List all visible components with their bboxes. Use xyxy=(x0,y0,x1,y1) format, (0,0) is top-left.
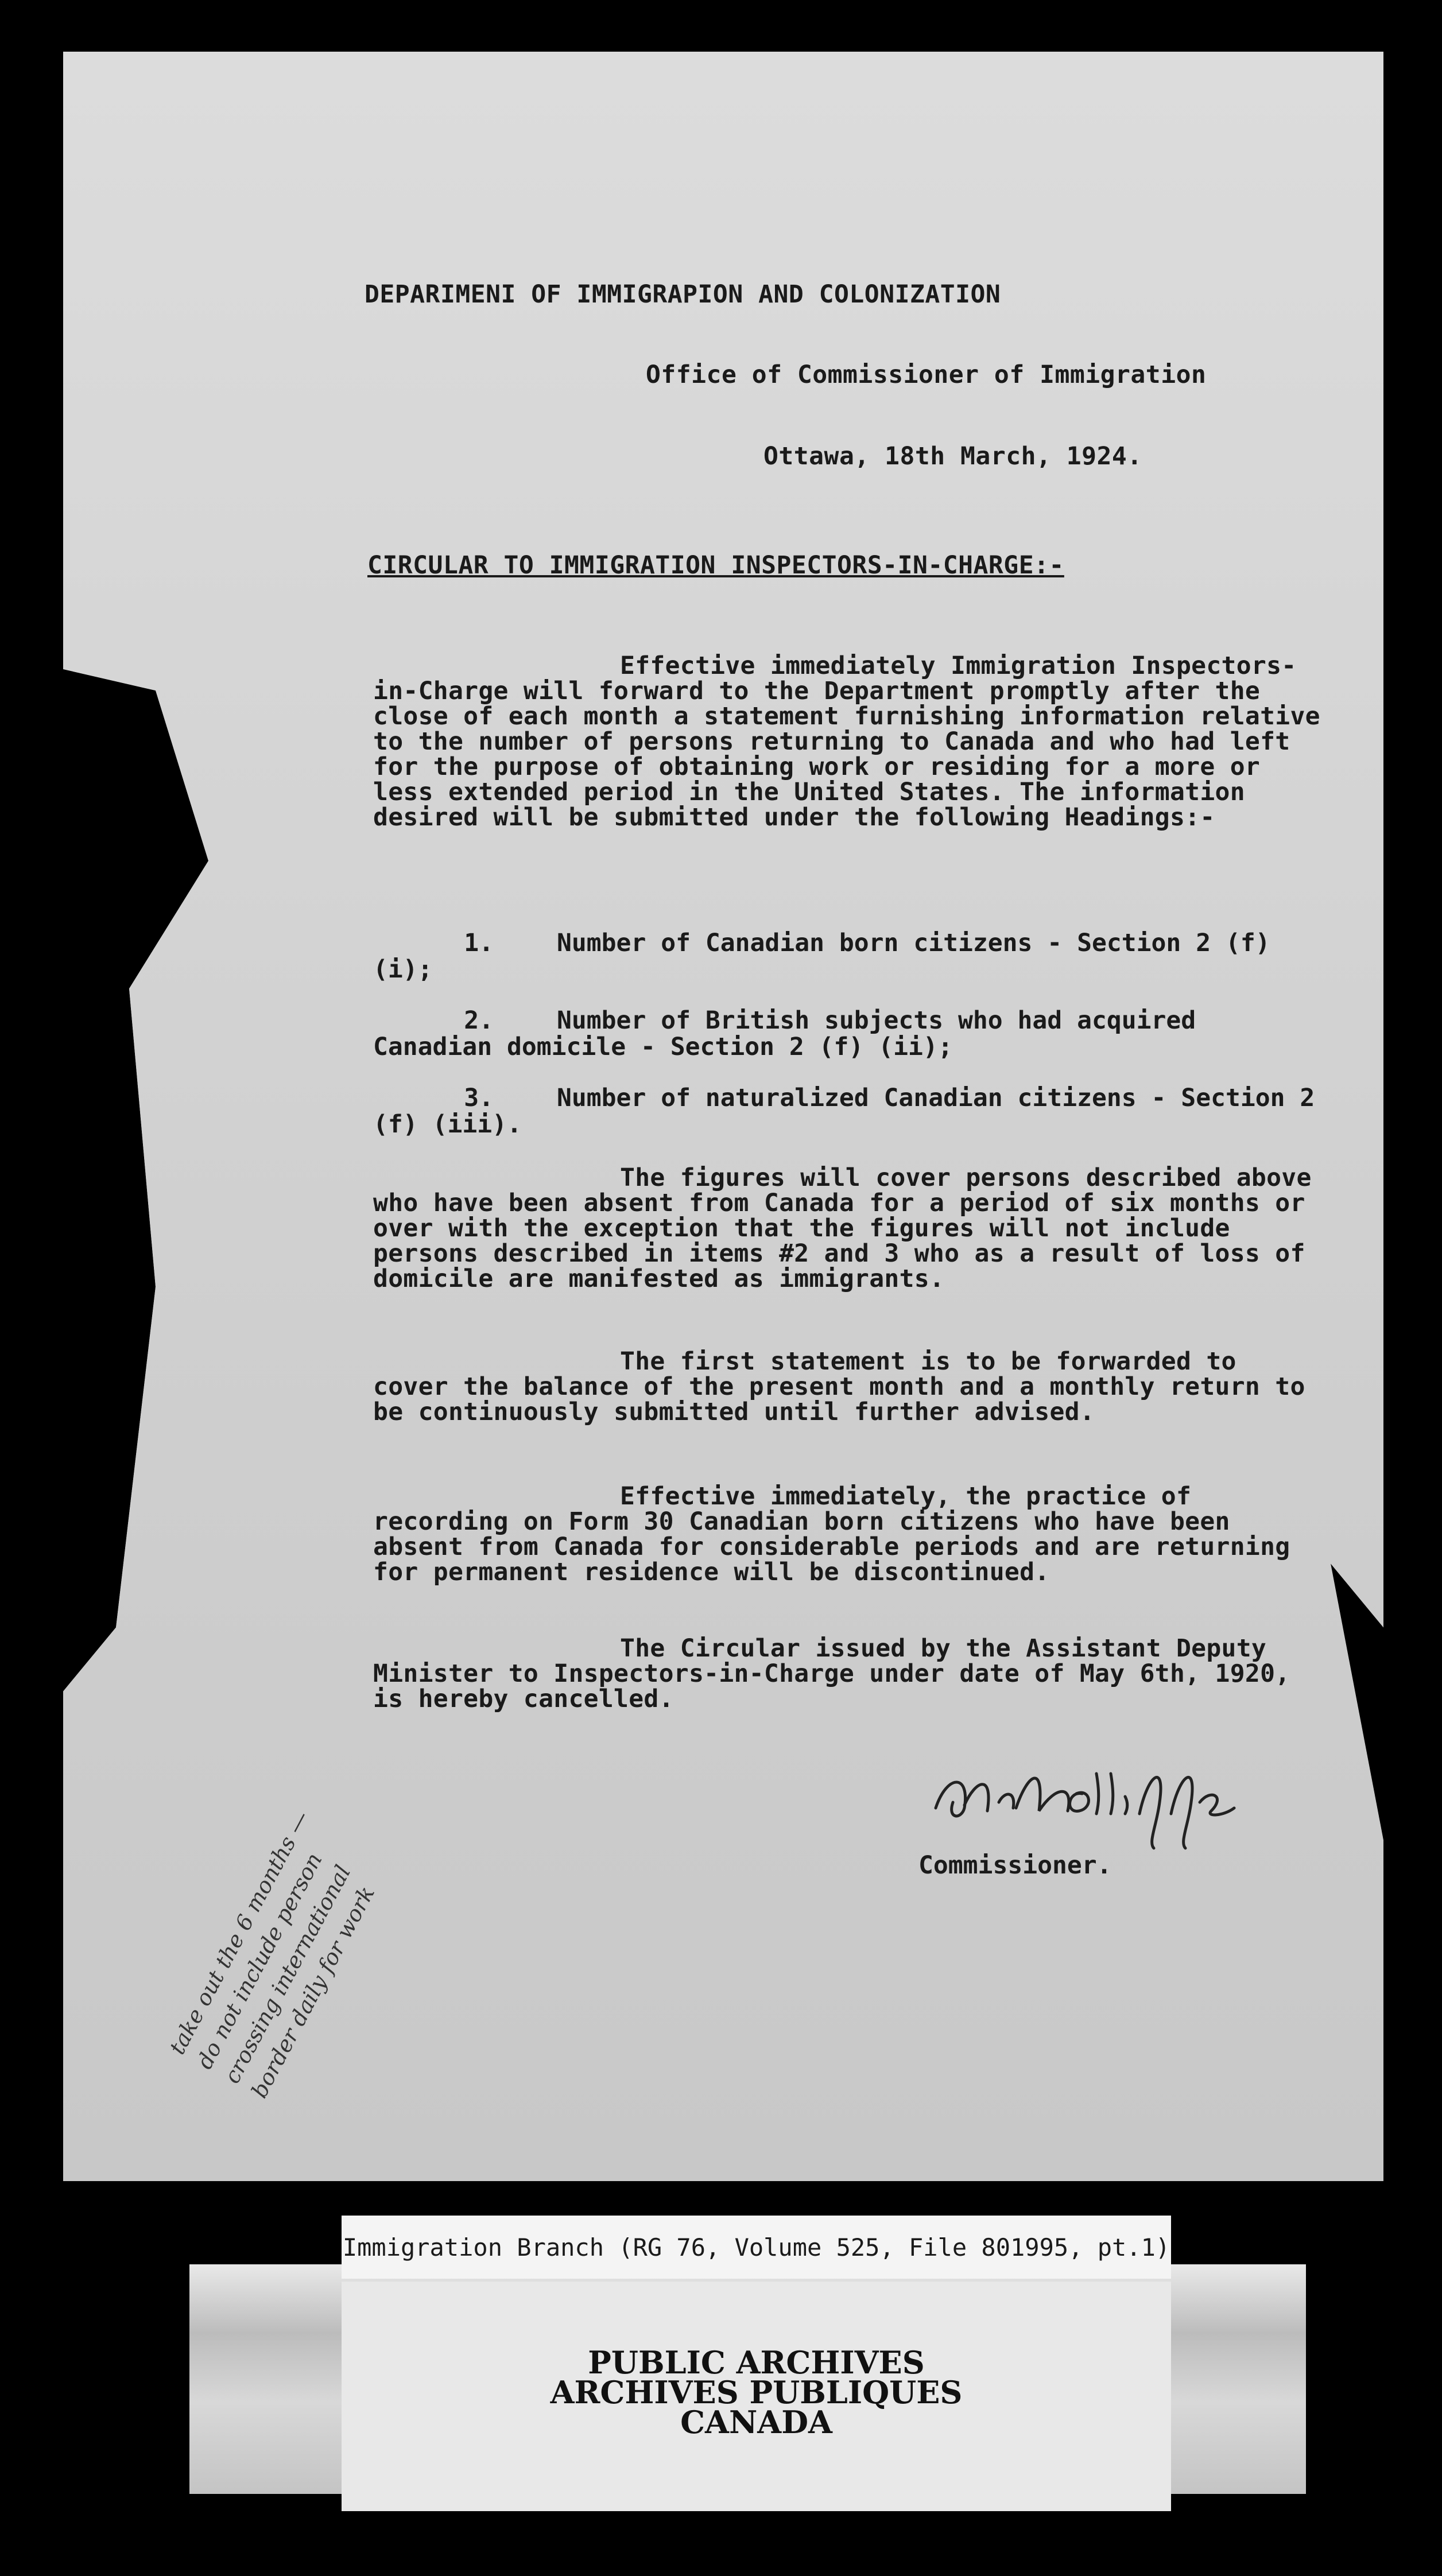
department-heading: DEPARIMENI OF IMMIGRAPION AND COLONIZATION xyxy=(365,280,1001,309)
place-date: Ottawa, 18th March, 1924. xyxy=(763,442,1142,471)
list-item-text: Number of British subjects who had acquired Canadian domicile - Section 2 (f) (ii); xyxy=(373,1006,1196,1061)
list-item-text: Number of naturalized Canadian citizens - Section 2 (f) (iii). xyxy=(373,1084,1315,1139)
paragraph-1: Effective immediately Immigration Inspectors-in-Charge will forward to the Department promptly after the close of each month a statement furnishing information relative to the number of persons returning to Canada and who had left for the purpose of obtaining work or residing for a more or less extended period in the United States. The information desired will be submitted under the following Headings:- xyxy=(373,651,1320,832)
list-item-number: 3. xyxy=(464,1084,494,1112)
paragraph-4: Effective immediately, the practice of recording on Form 30 Canadian born citizens who have been absent from Canada for considerable periods and are returning for permanent residence will be discontinued. xyxy=(373,1482,1290,1586)
circular-heading: CIRCULAR TO IMMIGRATION INSPECTORS-IN-CHARGE:- xyxy=(367,551,1064,580)
archive-reference-label xyxy=(342,2216,1171,2279)
handwritten-signature xyxy=(924,1739,1315,1854)
archive-stamp-line-3: CANADA xyxy=(680,2404,832,2441)
archive-reference-text: Immigration Branch (RG 76, Volume 525, File 801995, pt.1) xyxy=(342,2233,1170,2261)
list-item-3 xyxy=(373,1085,1320,1138)
paragraph-3: The first statement is to be forwarded to cover the balance of the present month and a monthly return to be continuously submitted until further advised. xyxy=(373,1347,1305,1426)
paragraph-5: The Circular issued by the Assistant Deputy Minister to Inspectors-in-Charge under date of May 6th, 1920, is hereby cancelled. xyxy=(373,1634,1290,1713)
list-item-2 xyxy=(373,1007,1320,1060)
list-item-1 xyxy=(373,930,1320,983)
archive-stamp-line-1: PUBLIC ARCHIVES xyxy=(588,2344,925,2381)
archive-stamp xyxy=(342,2344,1171,2441)
archive-stamp-line-2: ARCHIVES PUBLIQUES xyxy=(550,2374,963,2411)
handwritten-margin-note: take out the 6 months — do not include person crossing international border daily for work xyxy=(164,1806,380,2102)
list-item-text: Number of Canadian born citizens - Section 2 (f) (i); xyxy=(373,929,1270,984)
signatory-title: Commissioner. xyxy=(918,1851,1112,1880)
paragraph-2: The figures will cover persons described above who have been absent from Canada for a period of six months or over with the exception that the figures will not include persons described in items #2 and 3 who as a result of loss of domicile are manifested as immigrants. xyxy=(373,1163,1312,1293)
list-item-number: 1. xyxy=(464,929,494,957)
office-line: Office of Commissioner of Immigration xyxy=(646,360,1207,389)
list-item-number: 2. xyxy=(464,1006,494,1035)
